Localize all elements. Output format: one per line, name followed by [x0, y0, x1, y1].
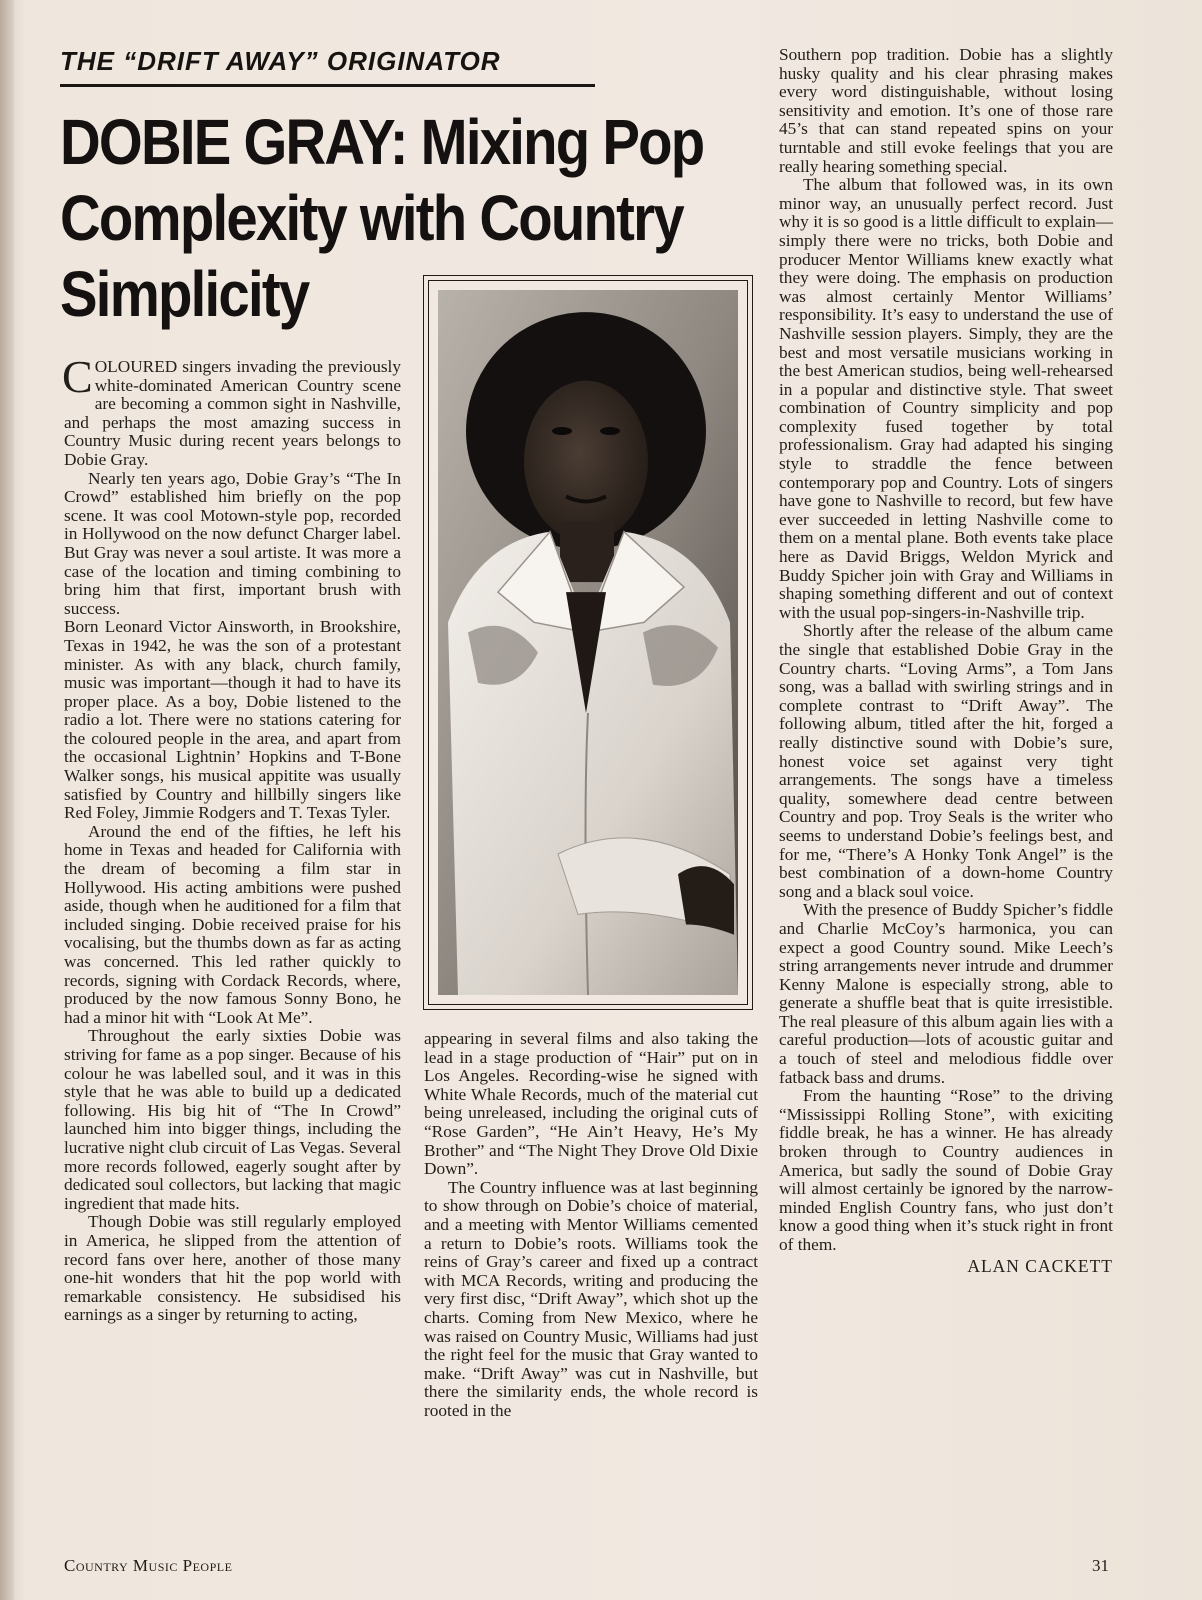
paragraph: The album that followed was, in its own minor way, an unusually perfect record. Just why it is so good is a little difficult to explain—simply there were no tricks, both Dobie and producer Mentor Williams knew exactly what they were doing. The emphasis on production was almost certainly Mentor Williams’ responsibility. It’s easy to understand the use of Nashville session players. Simply, they are the best and most versatile musicians working in the best American studios, being well-rehearsed in a popular and distinctive style. That sweet combination of Country simplicity and pop complexity fused together by total professionalism. Gray had adapted his singing style to straddle the fence between contemporary pop and Country. Lots of singers have gone to Nashville to record, but few have ever succeeded in letting Nashville come to them on a mental plane. Both events take place here as David Briggs, Weldon Myrick and Buddy Spicher join with Gray and Williams in shaping something different and out of context with the usual pop-singers-in-Nashville trip. — [779, 175, 1113, 622]
paragraph: Shortly after the release of the album came the single that established Dobie Gray in the Country charts. “Loving Arms”, a Tom Jans song, was a ballad with swirling strings and in complete contrast to “Drift Away”. The following album, titled after the hit, forged a really distinctive sound with Dobie’s sure, honest voice set against very tight arrangements. The songs have a timeless quality, somewhere dead centre between Country and pop. Troy Seals is the writer who seems to understand Dobie’s feelings best, and for me, “There’s A Honky Tonk Angel” is the best combination of a down-home Country song and a black soul voice. — [779, 621, 1113, 901]
paragraph: The Country influence was at last beginning to show through on Dobie’s choice of material, and a meeting with Mentor Williams cemented a return to Dobie’s roots. Williams took the reins of Gray’s career and fixed up a contract with MCA Records, writing and producing the very first disc, “Drift Away”, which shot up the charts. Coming from New Mexico, where he was raised on Country Music, Williams had just the right feel for the music that Gray wanted to make. “Drift Away” was cut in Nashville, but there the similarity ends, the whole record is rooted in the — [424, 1177, 758, 1420]
page-binding-edge — [0, 0, 14, 1600]
article-column-3 — [779, 46, 1113, 1275]
paragraph: Though Dobie was still regularly employed in America, he slipped from the attention of record fans over here, another of those many one-hit wonders that hit the pop world with remarkable consistency. He subsidised his earnings as a singer by returning to acting, — [64, 1212, 401, 1325]
drop-cap: C — [62, 351, 93, 402]
page-number: 31 — [1092, 1556, 1109, 1575]
publication-name: Country Music People — [64, 1556, 233, 1575]
paragraph: appearing in several films and also taking the lead in a stage production of “Hair” put on in Los Angeles. Recording-wise he signed with White Whale Records, much of the material cut being unreleased, including the original cuts of “Rose Garden”, “He Ain’t Heavy, He’s My Brother” and “The Night They Drove Old Dixie Down”. — [424, 1029, 758, 1179]
portrait-photo-icon — [438, 290, 738, 995]
kicker-underline — [60, 84, 595, 87]
headline-line-1: DOBIE GRAY: Mixing Pop — [60, 106, 704, 178]
paragraph: Nearly ten years ago, Dobie Gray’s “The In Crowd” established him briefly on the pop scene. It was cool Motown-style pop, recorded in Hollywood on the now defunct Charger label. But Gray was never a soul artiste. It was more a case of the location and timing combining to bring him that first, important brush with success. — [64, 468, 401, 618]
paragraph: Throughout the early sixties Dobie was striving for fame as a pop singer. Because of his colour he was labelled soul, and it was in this style that he was able to build up a dedicated following. His big hit of “The In Crowd” launched him into bigger things, including the lucrative night club circuit of Las Vegas. Several more records followed, eagerly sought after by dedicated soul collectors, but lacking that magic ingredient that made hits. — [64, 1026, 401, 1213]
article-column-2 — [424, 1030, 758, 1420]
paragraph: COLOURED singers invading the previously white-dominated American Country scene are becoming a common sight in Nashville, and perhaps the most amazing success in Country Music during recent years belongs to Dobie Gray. — [62, 351, 401, 469]
paragraph: Around the end of the fifties, he left his home in Texas and headed for California with the dream of becoming a film star in Hollywood. His acting ambitions were pushed aside, though when he auditioned for a film that included singing. Dobie received praise for his vocalising, but the thumbs down as far as acting was concerned. This led rather quickly to records, signing with Cordack Records, where, produced by the now famous Sonny Bono, he had a minor hit with “Look At Me”. — [64, 821, 401, 1027]
headline-line-3: Simplicity — [60, 258, 309, 330]
paragraph: From the haunting “Rose” to the driving “Mississippi Rolling Stone”, with exiciting fiddle break, he has a winner. He has already broken through to Country audiences in America, but sadly the sound of Dobie Gray will almost certainly be ignored by the narrow-minded English Country fans, who just don’t know a good thing when it’s stuck right in front of them. — [779, 1086, 1113, 1254]
article-column-1 — [62, 351, 401, 1325]
headline-line-2: Complexity with Country — [60, 182, 683, 254]
author-byline: ALAN CACKETT — [967, 1255, 1113, 1276]
paragraph: Southern pop tradition. Dobie has a slightly husky quality and his clear phrasing makes every word distinguishable, without losing sensitivity and emotion. It’s one of those rare 45’s that can stand repeated spins on your turntable and still evoke feelings that you are really hearing something special. — [779, 45, 1113, 176]
portrait-photo-frame — [423, 275, 753, 1010]
paragraph: Born Leonard Victor Ainsworth, in Brookshire, Texas in 1942, he was the son of a protestant minister. As with any black, church family, music was important—though it had to have its proper place. As a boy, Dobie listened to the radio a lot. There were no stations catering for the coloured people in the area, and apart from the occasional Lightnin’ Hopkins and T-Bone Walker songs, his musical appitite was usually satisfied by Country and hillbilly singers like Red Foley, Jimmie Rodgers and T. Texas Tyler. — [64, 617, 401, 823]
photo-inner-border — [428, 280, 748, 1005]
kicker-heading: THE “DRIFT AWAY” ORIGINATOR — [60, 46, 501, 76]
paragraph: With the presence of Buddy Spicher’s fiddle and Charlie McCoy’s harmonica, you can expect a good Country sound. Mike Leech’s string arrangements never intrude and drummer Kenny Malone is especially strong, able to generate a shuffle beat that is quite irresistible. The real pleasure of this album again lies with a careful production—lots of acoustic guitar and a touch of steel and melodious fiddle over fatback bass and drums. — [779, 900, 1113, 1087]
